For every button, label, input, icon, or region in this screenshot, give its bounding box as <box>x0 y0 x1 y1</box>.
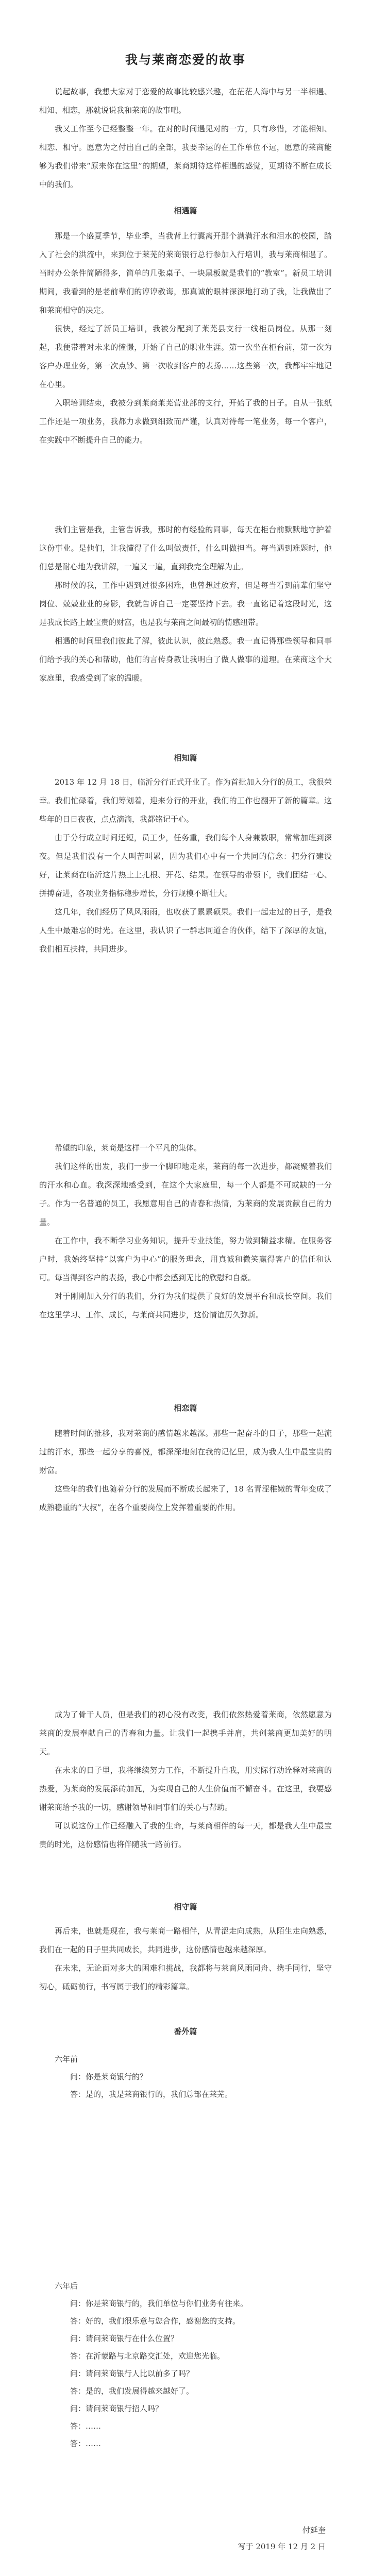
section-know <box>39 773 332 958</box>
section-intro <box>39 82 332 194</box>
section-heading-keep: 相守篇 <box>174 1902 197 1911</box>
section-heading-know: 相知篇 <box>174 753 197 762</box>
paragraph: 在工作中，我不断学习业务知识，提升专业技能，努力做到精益求精。在服务客户时，我始终坚持“以客户为中心”的服务理念，用真诚和微笑赢得客户的信任和认可。每当得到客户的表扬，我心中都会感到无比的欣慰和自豪。 <box>39 1236 332 1282</box>
paragraph: 这些年的我们也随着分行的发展而不断成长起来了，18 名青涩稚嫩的青年变成了成熟稳重的“大叔”，在各个重要岗位上发挥着重要的作用。 <box>39 1484 332 1512</box>
paragraph: 成为了骨干人员，但是我们的初心没有改变，我们依然热爱着莱商，依然愿意为莱商的发展奉献自己的青春和力量。让我们一起携手并肩，共创莱商更加美好的明天。 <box>39 1710 332 1756</box>
section-meet-continued <box>39 520 332 687</box>
qa-line: 答：是的，我是莱商银行的，我们总部在莱芜。 <box>70 2090 233 2099</box>
paragraph: 我又工作至今已经整整一年。在对的时间遇见对的一方，只有珍惜，才能相知、相恋、相守。愿意为之付出自己的全部，我要幸运的在工作单位不远，愿意的莱商能够为我们带来“原来你在这里”的期望，莱商期待这样相遇的感觉，更期待不断在成长中的我们。 <box>39 124 332 189</box>
paragraph: 入职培训结束，我被分到莱商莱芜营业部的支行，开始了我的日子。自从一张纸工作还是一项业务，我都力求做到细致而严谨，认真对待每一笔业务，每一个客户，在实践中不断提升自己的能力。 <box>39 398 332 445</box>
paragraph: 对于刚刚加入分行的我们，分行为我们提供了良好的发展平台和成长空间。我们在这里学习、工作、成长，与莱商共同进步，这份情谊历久弥新。 <box>39 1292 332 1319</box>
section-love-continued <box>39 1705 332 1854</box>
qa-when: 六年前 <box>55 2055 78 2064</box>
paragraph: 我们主管是我，主管告诉我，那时的有经验的同事，每天在柜台前默默地守护着这份事业。是他们，让我懂得了什么叫做责任，什么叫做担当。每当遇到难题时，他们总是耐心地为我讲解，一遍又一遍，直到我完全理解为止。 <box>39 525 332 571</box>
paragraph: 那时候的我，工作中遇到过很多困难，也曾想过放弃，但是每当看到前辈们坚守岗位、兢兢业业的身影，我就告诉自己一定要坚持下去。我一直铭记着这段时光，这是我成长路上最宝贵的财富，也是我与莱商之间最初的情感纽带。 <box>39 581 332 627</box>
qa-when: 六年后 <box>55 2281 78 2291</box>
qa-line: 问：请问莱商银行招人吗？ <box>70 2404 163 2413</box>
qa-line: 答：…… <box>70 2439 102 2448</box>
section-heading-love: 相恋篇 <box>174 1403 197 1413</box>
paragraph: 相遇的时间里我们彼此了解，彼此认识，彼此熟悉。我一直记得那些领导和同事们给予我的关心和帮助，他们的言传身教让我明白了做人做事的道理。在莱商这个大家庭里，我感受到了家的温暖。 <box>39 636 332 683</box>
paragraph: 可以说这份工作已经融入了我的生命，与莱商相伴的每一天，都是我人生中最宝贵的时光，这份感情也将伴随我一路前行。 <box>39 1821 332 1849</box>
qa-line: 问：你是莱商银行的，我们单位与你们业务有往来。 <box>70 2299 248 2308</box>
paragraph: 由于分行成立时间还短，员工少，任务重，我们每个人身兼数职，常常加班到深夜。但是我们没有一个人叫苦叫累，因为我们心中有一个共同的信念：把分行建设好，让莱商在临沂这片热土上扎根、开花、结果。在领导的带领下，我们团结一心、拼搏奋进，各项业务指标稳步增长，分行规模不断壮大。 <box>39 833 332 898</box>
qa-block-after <box>39 2277 332 2452</box>
section-love <box>39 1424 332 1517</box>
signature-name: 付延奎 <box>302 2526 326 2535</box>
paragraph: 2013 年 12 月 18 日，临沂分行正式开业了。作为首批加入分行的员工，我很荣幸。我们忙碌着，我们筹划着，迎来分行的开业，我们的工作也翻开了新的篇章。这些年的日日夜夜，点点滴滴，我都铭记于心。 <box>39 777 332 824</box>
section-heading-extra: 番外篇 <box>174 2027 197 2036</box>
paragraph: 希望的印象，莱商是这样一个平凡的集体。 <box>55 1143 202 1153</box>
section-meet <box>39 227 332 449</box>
paragraph: 很快，经过了新员工培训，我被分配到了莱芜县支行一线柜员岗位。从那一刻起，我便带着对未来的憧憬，开始了自己的职业生涯。第一次坐在柜台前，第一次为客户办理业务，第一次点钞、第一次收到客户的表扬……这些第一次，我都牢牢地记在心里。 <box>39 324 332 389</box>
paragraph: 这几年，我们经历了风风雨雨，也收获了累累硕果。我们一起走过的日子，是我人生中最难忘的时光。在这里，我认识了一群志同道合的伙伴，结下了深厚的友谊，我们相互扶持，共同进步。 <box>39 907 332 954</box>
qa-line: 问：请问莱商银行人比以前多了吗？ <box>70 2369 194 2378</box>
paragraph: 在未来的日子里，我将继续努力工作，不断提升自我，用实际行动诠释对莱商的热爱，为莱商的发展添砖加瓦，为实现自己的人生价值而不懈奋斗。在这里，我要感谢莱商给予我的一切，感谢领导和同事们的关心与帮助。 <box>39 1766 332 1812</box>
qa-line: 答：好的，我们很乐意与您合作，感谢您的支持。 <box>70 2316 241 2326</box>
section-keep <box>39 1922 332 1996</box>
section-know-continued <box>39 1139 332 1324</box>
paragraph: 那是一个盛夏季节，毕业季，当我背上行囊离开那个满满汗水和泪水的校园，踏入了社会的洪流中，来到位于莱芜的莱商银行总行参加入行培训，我与莱商相遇了。当时办公条件简陋得多，简单的几张桌子、一块黑板就是我们的“教室”。新员工培训期间，我看到的是老前辈们的谆谆教诲，那真诚的眼神深深地打动了我，让我做出了和莱商相守的决定。 <box>39 231 332 315</box>
section-heading-meet: 相遇篇 <box>174 206 197 215</box>
paragraph: 说起故事，我想大家对于恋爱的故事比较感兴趣，在茫茫人海中与另一半相遇、相知、相恋，那就说说我和莱商的故事吧。 <box>39 87 332 115</box>
qa-line: 答：在沂蒙路与北京路交汇处，欢迎您光临。 <box>70 2351 225 2361</box>
paragraph: 再后来，也就是现在，我与莱商一路相伴，从青涩走向成熟，从陌生走向熟悉，我们在一起的日子里共同成长，共同进步，这份感情也越来越深厚。 <box>39 1926 332 1954</box>
paragraph: 我们这样的出发，我们一步一个脚印地走来，莱商的每一次进步，都凝聚着我们的汗水和心血。我深深地感受到，在这个大家庭里，每一个人都是不可或缺的一分子。作为一名普通的员工，我愿意用自己的青春和热情，为莱商的发展贡献自己的力量。 <box>39 1162 332 1227</box>
qa-line: 答：…… <box>70 2421 102 2431</box>
paragraph: 随着时间的推移，我对莱商的感情越来越深。那些一起奋斗的日子，那些一起流过的汗水，那些一起分享的喜悦，都深深地刻在我的记忆里，成为我人生中最宝贵的财富。 <box>39 1429 332 1475</box>
qa-block-before <box>39 2050 332 2103</box>
qa-line: 答：是的，我们发展得越来越好了。 <box>70 2386 194 2396</box>
signature-date: 写于 2019 年 12 月 2 日 <box>238 2542 326 2551</box>
document-title: 我与莱商恋爱的故事 <box>125 52 246 67</box>
paragraph: 在未来，无论面对多大的困难和挑战，我都将与莱商风雨同舟、携手同行，坚守初心，砥砺前行，书写属于我们的精彩篇章。 <box>39 1963 332 1991</box>
qa-line: 问：你是莱商银行的？ <box>70 2072 148 2081</box>
qa-line: 问：请问莱商银行在什么位置？ <box>70 2334 179 2343</box>
